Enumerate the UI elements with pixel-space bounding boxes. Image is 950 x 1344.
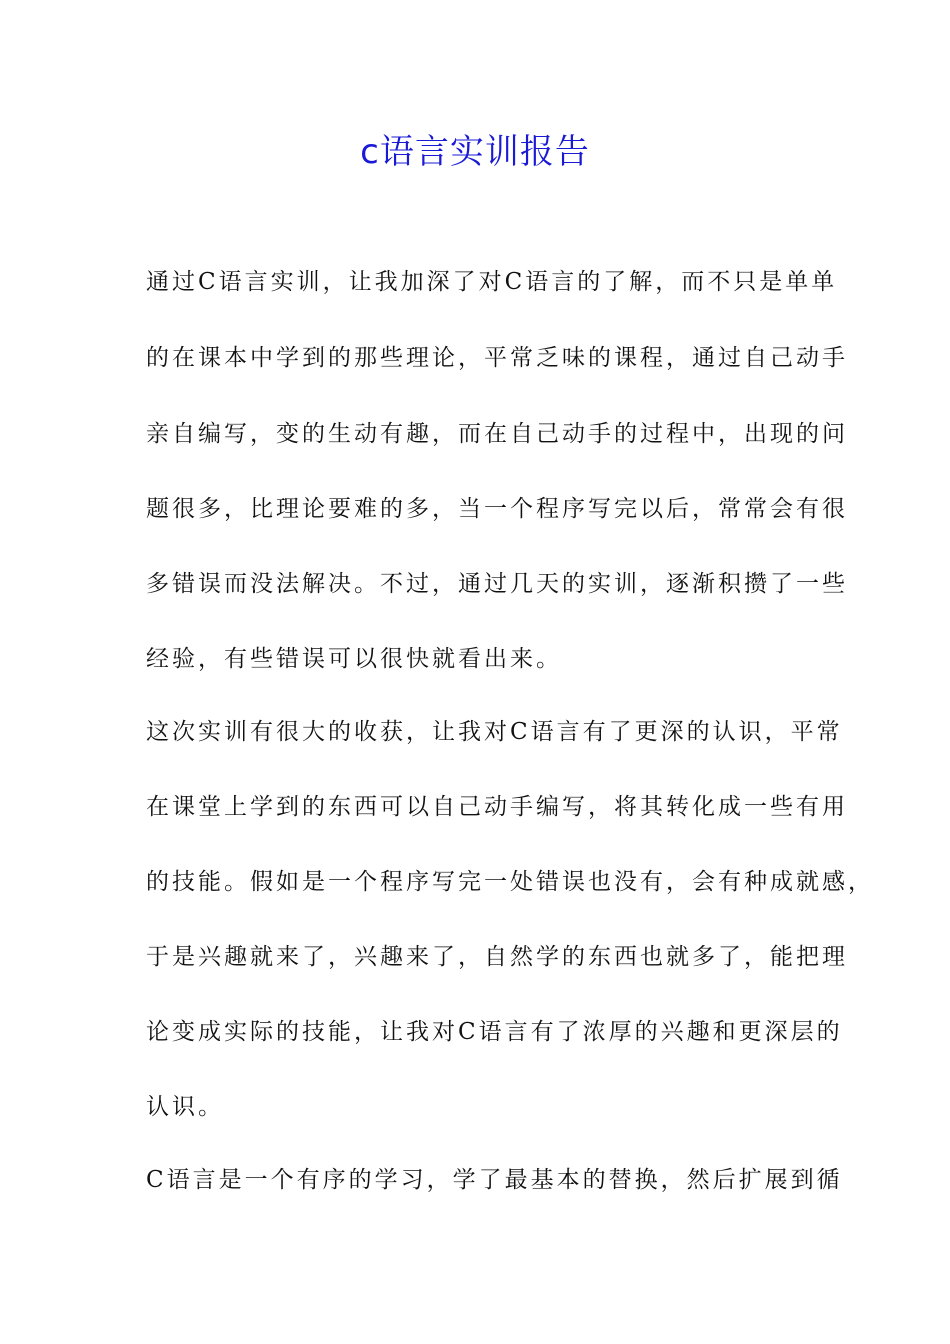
body-line: C语言是一个有序的学习，学了最基本的替换，然后扩展到循 bbox=[146, 1167, 843, 1193]
document-title: c语言实训报告 bbox=[360, 132, 590, 172]
body-line: 于是兴趣就来了，兴趣来了，自然学的东西也就多了，能把理 bbox=[146, 944, 848, 970]
body-line: 的技能。假如是一个程序写完一处错误也没有，会有种成就感， bbox=[146, 869, 874, 895]
body-line: 在课堂上学到的东西可以自己动手编写，将其转化成一些有用 bbox=[146, 794, 848, 820]
body-line: 论变成实际的技能，让我对C语言有了浓厚的兴趣和更深层的 bbox=[146, 1019, 843, 1045]
body-line: 这次实训有很大的收获，让我对C语言有了更深的认识，平常 bbox=[146, 719, 843, 745]
body-line: 题很多，比理论要难的多，当一个程序写完以后，常常会有很 bbox=[146, 496, 848, 522]
body-line: 通过C语言实训，让我加深了对C语言的了解，而不只是单单 bbox=[146, 269, 838, 295]
body-line: 的在课本中学到的那些理论，平常乏味的课程，通过自己动手 bbox=[146, 345, 848, 371]
body-line: 认识。 bbox=[146, 1094, 224, 1120]
body-line: 经验，有些错误可以很快就看出来。 bbox=[146, 646, 562, 672]
body-line: 亲自编写，变的生动有趣，而在自己动手的过程中，出现的问 bbox=[146, 421, 848, 447]
body-line: 多错误而没法解决。不过，通过几天的实训，逐渐积攒了一些 bbox=[146, 571, 848, 597]
